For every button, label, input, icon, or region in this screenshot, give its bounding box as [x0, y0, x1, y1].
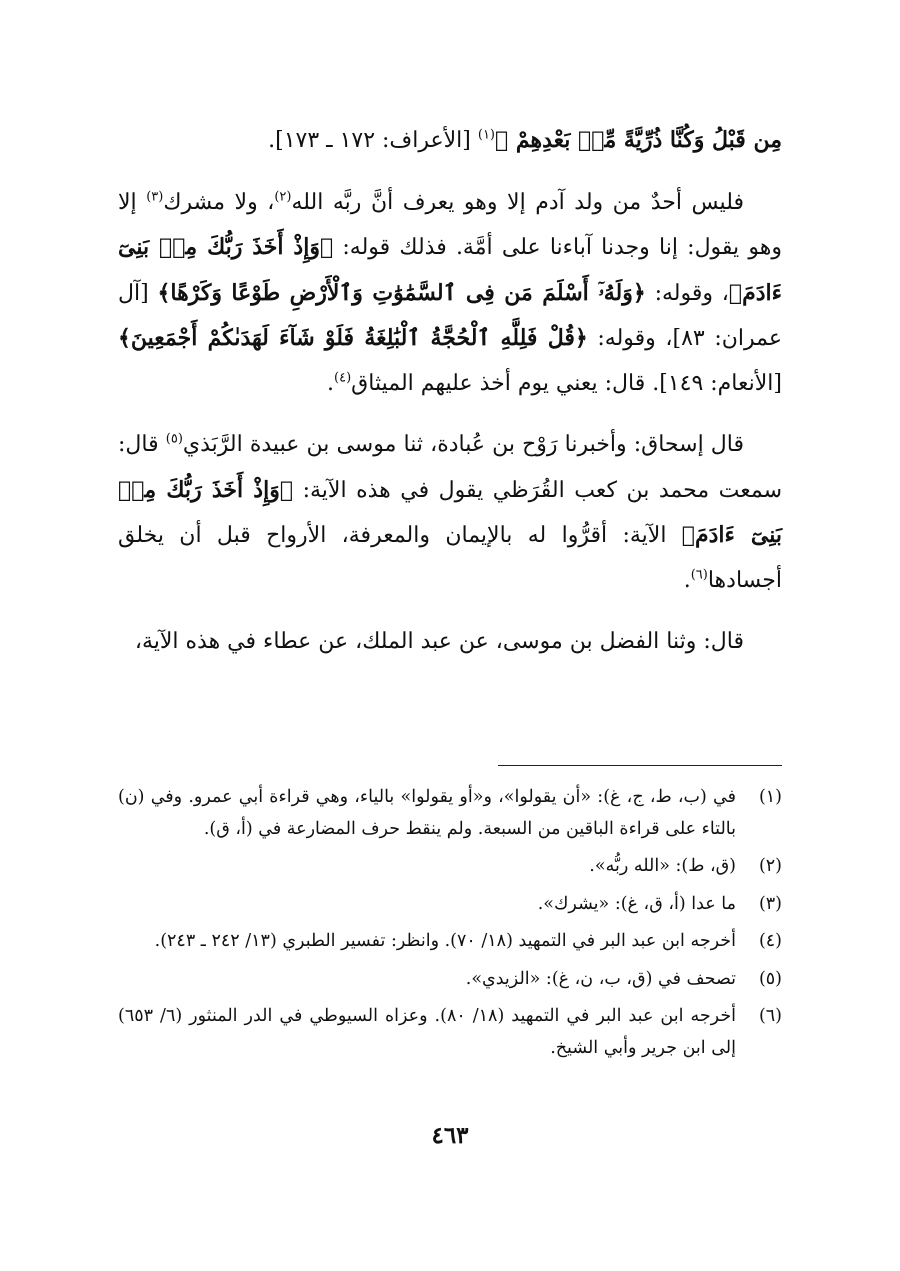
paragraph-1 [118, 181, 782, 407]
footnote-number: (٤) [758, 931, 782, 951]
verse-citation: [الأعراف: ١٧٢ ـ ١٧٣]. [268, 128, 478, 153]
footnote-3 [118, 889, 782, 921]
footnote-text: تصحف في (ق، ب، ن، غ): «الزيدي». [465, 968, 736, 989]
footnote-ref-4[interactable]: (٤) [334, 370, 352, 386]
footnote-text: أخرجه ابن عبد البر في التمهيد (١٨/ ٧٠). وانظر: تفسير الطبري (١٣/ ٢٤٢ ـ ٢٤٣). [154, 931, 736, 951]
footnote-number: (٥) [758, 968, 782, 989]
footnote-ref-3[interactable]: (٣) [146, 189, 164, 205]
footnote-ref-1[interactable]: (١) [477, 127, 495, 143]
footnote-text: في (ب، ط، ج، غ): «أن يقولوا»، و«أو يقولوا» بالياء، وهي قراءة أبي عمرو. وفي (ن) بالتاء على قراءة الباقين من السبعة. ولم ينقط حرف المضارعة في (أ، ق). [118, 787, 736, 839]
text-span: قال: وثنا الفضل بن موسى، عن عبد الملك، عن عطاء في هذه الآية، [134, 629, 744, 654]
footnote-number: (٣) [758, 893, 782, 914]
footnote-text: ما عدا (أ، ق، غ): «يشرك». [537, 893, 736, 914]
quran-verse: ﴿وَإِذْ أَخَذَ رَبُّكَ مِنۢ بَنِىٓ ءَادَمَ﴾ [118, 234, 782, 306]
footnote-number: (٦) [758, 1006, 782, 1026]
quran-verse: ﴿وَإِذْ أَخَذَ رَبُّكَ مِنۢ بَنِىٓ ءَادَمَ﴾ [118, 476, 782, 548]
page-number: ٤٦٣ [431, 1122, 469, 1149]
quran-verse: ﴿قُلْ فَلِلَّهِ ٱلْحُجَّةُ ٱلْبَٰلِغَةُ فَلَوْ شَآءَ لَهَدَىٰكُمْ أَجْمَعِينَ﴾ [118, 325, 588, 351]
footnote-ref-5[interactable]: (٥) [165, 431, 183, 447]
text-span: ، وقوله: [645, 280, 729, 306]
paragraph-verse-ending [118, 118, 782, 164]
text-span: فليس أحدٌ من ولد آدم إلا وهو يعرف أنَّ ربَّه الله [291, 189, 744, 215]
text-span: إلا وهو يقول: إنا وجدنا آباءنا على أمَّة. فذلك قوله: [118, 189, 782, 260]
text-span: الآية: أقرُّوا له بالإيمان والمعرفة، الأرواح قبل أن يخلق أجسادها [118, 523, 782, 593]
footnote-ref-6[interactable]: (٦) [690, 567, 708, 583]
text-span: [الأنعام: ١٤٩]. قال: يعني يوم أخذ عليهم الميثاق [351, 370, 782, 396]
text-span: قال: سمعت محمد بن كعب القُرَظي يقول في هذه الآية: [118, 432, 782, 503]
footnote-6 [118, 1001, 782, 1064]
footnote-5 [118, 964, 782, 996]
footnote-text: أخرجه ابن عبد البر في التمهيد (١٨/ ٨٠). وعزاه السيوطي في الدر المنثور (٦/ ٦٥٣) إلى ابن جرير وأبي الشيخ. [118, 1006, 736, 1058]
paragraph-2 [118, 423, 782, 603]
footnote-divider [498, 765, 782, 766]
text-span: [آل عمران: ٨٣]، وقوله: [118, 280, 782, 351]
text-span: . [327, 370, 335, 396]
text-span: قال إسحاق: وأخبرنا رَوْح بن عُبادة، ثنا موسى بن عبيدة الرَّبَذي [182, 432, 745, 457]
main-text [118, 118, 782, 682]
footnote-2 [118, 851, 782, 883]
text-span: . [683, 567, 691, 593]
footnote-number: (١) [758, 787, 782, 807]
footnote-number: (٢) [758, 856, 782, 876]
text-span: ، ولا مشرك [163, 189, 275, 215]
quran-verse: مِن قَبْلُ وَكُنَّا ذُرِّيَّةً مِّنۢ بَعْدِهِمْ ﴾ [495, 127, 782, 153]
footnote-4 [118, 926, 782, 958]
paragraph-3 [118, 620, 782, 665]
quran-verse: ﴿وَلَهُۥٓ أَسْلَمَ مَن فِى ٱلسَّمَٰوَٰتِ وَٱلْأَرْضِ طَوْعًا وَكَرْهًا﴾ [157, 279, 646, 306]
footnote-ref-2[interactable]: (٢) [274, 189, 292, 205]
footnote-1 [118, 782, 782, 845]
footnotes-section [118, 782, 782, 1070]
footnote-text: (ق، ط): «الله ربُّه». [589, 856, 736, 876]
